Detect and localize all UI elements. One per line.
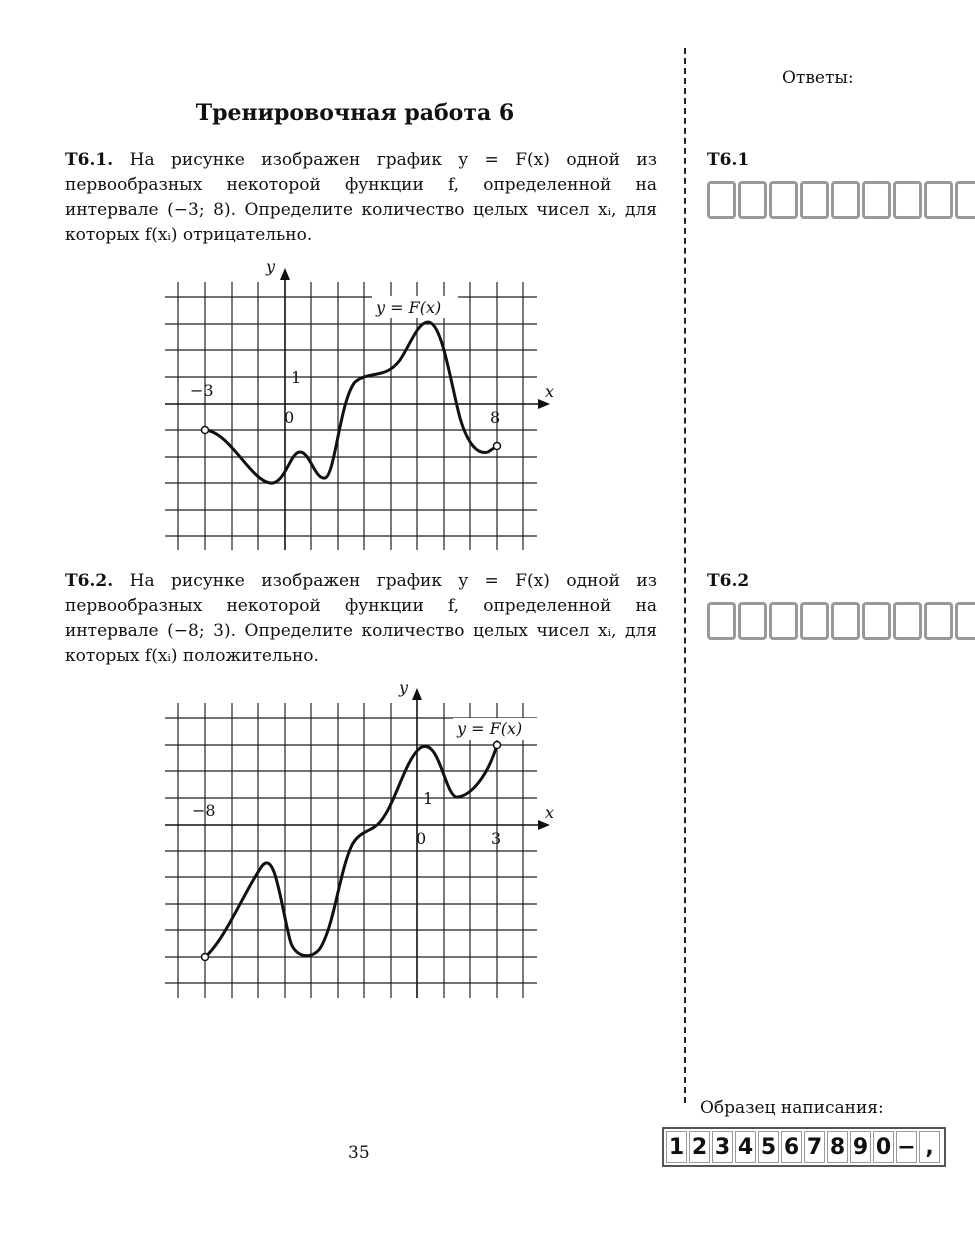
answer-2-cell[interactable] (800, 602, 829, 640)
answer-2-cell[interactable] (862, 602, 891, 640)
answer-1-label: Т6.1 (707, 150, 750, 170)
problem-1-id: Т6.1. (65, 150, 114, 170)
graph-2-open-point-right (494, 742, 501, 749)
graph-1-origin: 0 (284, 408, 295, 427)
sample-char: 3 (712, 1131, 733, 1163)
problem-2-body: На рисунке изображен график y = F(x) одной из первообразных некоторой функции f, определенной на интервале (−8; 3). Определите количество целых чисел xᵢ, для которых f(xᵢ) положительно. (65, 571, 658, 666)
graph-1-curve-label: y = F(x) (376, 298, 442, 317)
sample-char: 7 (804, 1131, 825, 1163)
graph-2-y-label: y (399, 678, 409, 697)
problem-1-body: На рисунке изображен график y = F(x) одной из первообразных некоторой функции f, определенной на интервале (−3; 8). Определите количество целых чисел xᵢ, для которых f(xᵢ) отрицательно. (65, 150, 658, 245)
graph-1-x-label: x (545, 382, 555, 401)
answer-1-cell[interactable] (924, 181, 953, 219)
graph-2-curve-label: y = F(x) (457, 719, 523, 738)
graph-1-y-label: y (266, 257, 276, 276)
answer-1-cell[interactable] (955, 181, 975, 219)
page-title: Тренировочная работа 6 (195, 100, 515, 126)
answer-2-cell[interactable] (955, 602, 975, 640)
problem-2-id: Т6.2. (65, 571, 114, 591)
answer-2-cell[interactable] (924, 602, 953, 640)
answer-1-cell[interactable] (738, 181, 767, 219)
sample-char: 2 (689, 1131, 710, 1163)
answer-2-cell[interactable] (707, 602, 736, 640)
graph-1-tick-left: −3 (190, 381, 214, 400)
column-divider (684, 48, 686, 1103)
answers-title: Ответы: (782, 68, 854, 88)
sample-label: Образец написания: (700, 1098, 884, 1118)
answer-1-cell[interactable] (893, 181, 922, 219)
sample-char: 5 (758, 1131, 779, 1163)
sample-char: 1 (666, 1131, 687, 1163)
answer-1-cell[interactable] (831, 181, 860, 219)
sample-char: 6 (781, 1131, 802, 1163)
graph-1-tick-one: 1 (291, 368, 302, 387)
sample-char: 0 (873, 1131, 894, 1163)
graph-2-open-point-left (202, 954, 209, 961)
sample-char: 4 (735, 1131, 756, 1163)
graph-2-origin: 0 (416, 829, 427, 848)
answer-1-field[interactable] (707, 181, 975, 219)
sample-char: , (919, 1131, 940, 1163)
answer-1-cell[interactable] (800, 181, 829, 219)
graph-2-tick-left: −8 (192, 801, 216, 820)
answer-2-field[interactable] (707, 602, 975, 640)
sample-char: 9 (850, 1131, 871, 1163)
answer-2-cell[interactable] (893, 602, 922, 640)
graph-1-tick-right: 8 (490, 408, 501, 427)
graph-2-y-arrow (412, 688, 422, 700)
answer-1-cell[interactable] (769, 181, 798, 219)
graph-2-tick-one: 1 (423, 789, 434, 808)
answer-1-cell[interactable] (862, 181, 891, 219)
answer-2-cell[interactable] (769, 602, 798, 640)
sample-char: 8 (827, 1131, 848, 1163)
page-number: 35 (348, 1143, 370, 1163)
answer-2-cell[interactable] (738, 602, 767, 640)
sample-char: − (896, 1131, 917, 1163)
answer-2-cell[interactable] (831, 602, 860, 640)
graph-2-tick-right: 3 (491, 829, 502, 848)
sample-characters (662, 1127, 946, 1167)
graph-2-x-label: x (545, 803, 555, 822)
answer-1-cell[interactable] (707, 181, 736, 219)
answer-2-label: Т6.2 (707, 571, 750, 591)
